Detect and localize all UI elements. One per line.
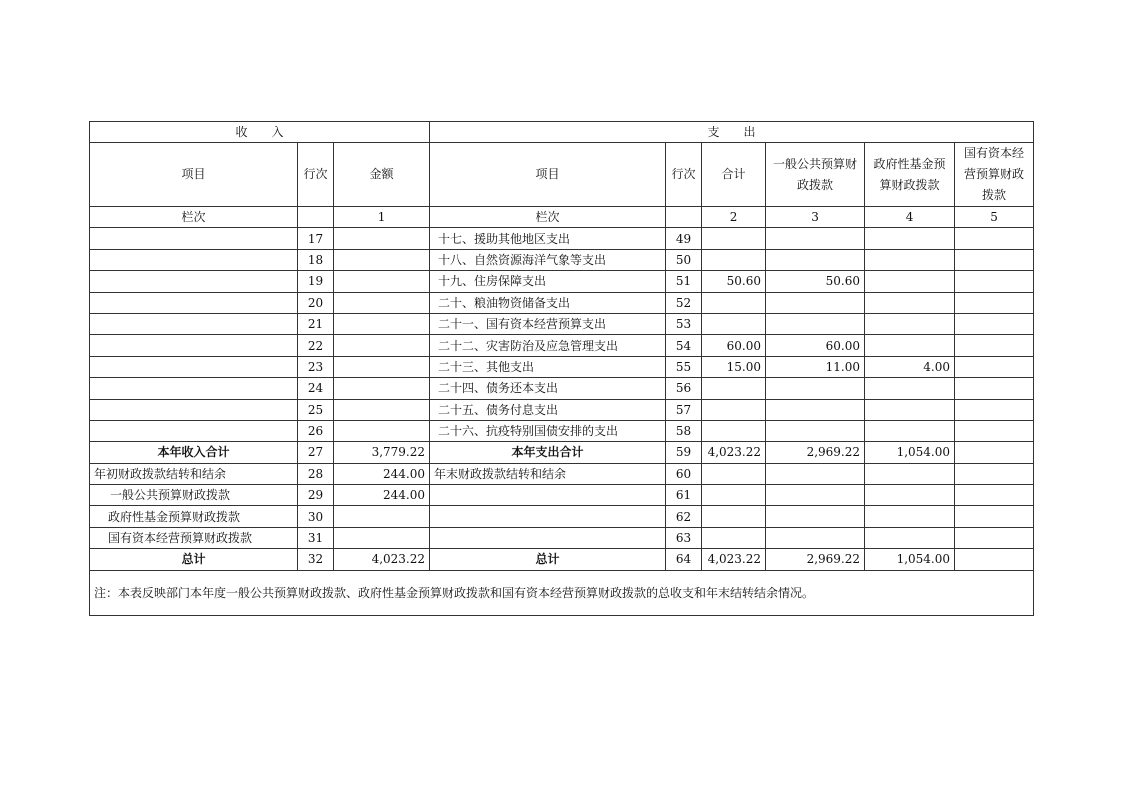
expense-section-header: 支 出 [430,122,1034,143]
income-row-no-header: 行次 [298,143,334,207]
gov-fund-amount: 1,054.00 [865,442,955,463]
income-amount [334,356,430,377]
expense-row-no: 61 [666,485,702,506]
state-capital-amount [955,549,1034,570]
table-note: 注：本表反映部门本年度一般公共预算财政拨款、政府性基金预算财政拨款和国有资本经营预算财政拨款的总收支和年末结转结余情况。 [90,570,1034,615]
table-row [90,527,1034,548]
general-budget-amount [766,527,865,548]
expense-item: 二十六、抗疫特别国债安排的支出 [430,420,666,441]
expense-item: 年末财政拨款结转和结余 [430,463,666,484]
expense-total [702,292,766,313]
state-capital-amount [955,463,1034,484]
table-row [90,506,1034,527]
expense-row-no: 63 [666,527,702,548]
income-row-no: 17 [298,228,334,249]
table-row [90,399,1034,420]
expense-total [702,506,766,527]
expense-item: 十七、援助其他地区支出 [430,228,666,249]
income-item [90,420,298,441]
income-col-label: 栏次 [90,207,298,228]
expense-total: 4,023.22 [702,549,766,570]
income-row-no: 22 [298,335,334,356]
expense-row-no: 64 [666,549,702,570]
expense-item [430,527,666,548]
income-amount [334,335,430,356]
state-capital-amount [955,399,1034,420]
expense-row-no: 54 [666,335,702,356]
income-item [90,249,298,270]
income-amount-header: 金额 [334,143,430,207]
gov-fund-amount [865,313,955,334]
note-row [90,570,1034,615]
income-row-no: 18 [298,249,334,270]
income-item [90,271,298,292]
general-budget-amount: 2,969.22 [766,549,865,570]
income-item [90,378,298,399]
income-amount [334,228,430,249]
general-budget-amount [766,249,865,270]
general-budget-amount [766,228,865,249]
general-budget-header: 一般公共预算财政拨款 [766,143,865,207]
income-row-no: 31 [298,527,334,548]
state-capital-amount [955,271,1034,292]
expense-item: 十八、自然资源海洋气象等支出 [430,249,666,270]
expense-item: 二十一、国有资本经营预算支出 [430,313,666,334]
income-row-no: 20 [298,292,334,313]
expense-row-no: 51 [666,271,702,292]
gov-fund-amount [865,399,955,420]
income-row-no: 32 [298,549,334,570]
income-item-header: 项目 [90,143,298,207]
expense-item [430,485,666,506]
state-capital-amount [955,378,1034,399]
income-col-rowno-blank [298,207,334,228]
general-budget-amount [766,399,865,420]
table-row [90,292,1034,313]
income-row-no: 21 [298,313,334,334]
expense-total-header: 合计 [702,143,766,207]
expense-row-no: 62 [666,506,702,527]
general-budget-amount: 50.60 [766,271,865,292]
table-row [90,335,1034,356]
gov-fund-amount [865,527,955,548]
income-amount [334,378,430,399]
income-amount [334,249,430,270]
expense-row-no: 55 [666,356,702,377]
state-capital-amount [955,313,1034,334]
table-row [90,463,1034,484]
income-item [90,356,298,377]
table-row [90,485,1034,506]
expense-item: 本年支出合计 [430,442,666,463]
expense-row-no: 56 [666,378,702,399]
income-row-no: 25 [298,399,334,420]
expense-total [702,463,766,484]
income-section-header: 收 入 [90,122,430,143]
general-budget-amount [766,378,865,399]
table-row [90,549,1034,570]
column-index-row [90,207,1034,228]
gov-fund-amount [865,506,955,527]
state-capital-amount [955,249,1034,270]
expense-total [702,399,766,420]
state-capital-amount [955,420,1034,441]
gov-fund-amount: 1,054.00 [865,549,955,570]
income-amount [334,506,430,527]
general-budget-amount: 11.00 [766,356,865,377]
table-row [90,356,1034,377]
state-capital-amount [955,506,1034,527]
expense-item [430,506,666,527]
state-capital-amount [955,292,1034,313]
table-row [90,249,1034,270]
gov-fund-amount: 4.00 [865,356,955,377]
gov-fund-amount [865,463,955,484]
gov-fund-amount [865,335,955,356]
expense-row-no: 52 [666,292,702,313]
general-budget-amount: 60.00 [766,335,865,356]
income-row-no: 27 [298,442,334,463]
income-amount: 244.00 [334,463,430,484]
col-index-5: 5 [955,207,1034,228]
table-row [90,378,1034,399]
general-budget-amount: 2,969.22 [766,442,865,463]
expense-row-no: 60 [666,463,702,484]
expense-item: 二十、粮油物资储备支出 [430,292,666,313]
income-row-no: 26 [298,420,334,441]
income-item: 本年收入合计 [90,442,298,463]
general-budget-amount [766,420,865,441]
expense-item: 二十三、其他支出 [430,356,666,377]
expense-total [702,527,766,548]
income-item [90,313,298,334]
gov-fund-amount [865,249,955,270]
gov-fund-amount [865,420,955,441]
table-row [90,271,1034,292]
expense-col-label: 栏次 [430,207,666,228]
expense-total: 15.00 [702,356,766,377]
state-capital-header: 国有资本经营预算财政拨款 [955,143,1034,207]
income-amount [334,527,430,548]
income-amount [334,292,430,313]
expense-row-no: 58 [666,420,702,441]
expense-item: 二十四、债务还本支出 [430,378,666,399]
general-budget-amount [766,313,865,334]
col-index-2: 2 [702,207,766,228]
income-row-no: 28 [298,463,334,484]
expense-item: 二十二、灾害防治及应急管理支出 [430,335,666,356]
gov-fund-amount [865,485,955,506]
col-index-3: 3 [766,207,865,228]
expense-total [702,485,766,506]
gov-fund-amount [865,271,955,292]
expense-total: 60.00 [702,335,766,356]
gov-fund-amount [865,292,955,313]
header-row-sections [90,122,1034,143]
expense-item: 十九、住房保障支出 [430,271,666,292]
table-row [90,442,1034,463]
income-item [90,335,298,356]
income-row-no: 29 [298,485,334,506]
expense-row-no: 53 [666,313,702,334]
income-item: 一般公共预算财政拨款 [90,485,298,506]
general-budget-amount [766,463,865,484]
state-capital-amount [955,485,1034,506]
income-item [90,292,298,313]
expense-row-no: 57 [666,399,702,420]
income-amount: 4,023.22 [334,549,430,570]
income-item: 年初财政拨款结转和结余 [90,463,298,484]
income-item [90,228,298,249]
income-item [90,399,298,420]
income-row-no: 19 [298,271,334,292]
col-index-4: 4 [865,207,955,228]
gov-fund-amount [865,378,955,399]
expense-total [702,420,766,441]
income-amount: 244.00 [334,485,430,506]
table-row [90,420,1034,441]
state-capital-amount [955,228,1034,249]
income-item: 国有资本经营预算财政拨款 [90,527,298,548]
state-capital-amount [955,356,1034,377]
general-budget-amount [766,292,865,313]
expense-total: 4,023.22 [702,442,766,463]
income-amount [334,399,430,420]
state-capital-amount [955,442,1034,463]
general-budget-amount [766,506,865,527]
expense-item: 总计 [430,549,666,570]
state-capital-amount [955,527,1034,548]
expense-total [702,313,766,334]
income-amount: 3,779.22 [334,442,430,463]
expense-total [702,378,766,399]
expense-total [702,228,766,249]
income-row-no: 30 [298,506,334,527]
income-row-no: 23 [298,356,334,377]
general-budget-amount [766,485,865,506]
expense-total [702,249,766,270]
expense-row-no: 50 [666,249,702,270]
expense-item-header: 项目 [430,143,666,207]
financial-allocation-table [89,121,1034,616]
table-body [90,228,1034,570]
gov-fund-header: 政府性基金预算财政拨款 [865,143,955,207]
income-amount [334,420,430,441]
income-row-no: 24 [298,378,334,399]
expense-col-rowno-blank [666,207,702,228]
state-capital-amount [955,335,1034,356]
income-amount [334,313,430,334]
income-item: 总计 [90,549,298,570]
income-item: 政府性基金预算财政拨款 [90,506,298,527]
header-row-columns [90,143,1034,207]
table-row [90,313,1034,334]
table-row [90,228,1034,249]
gov-fund-amount [865,228,955,249]
expense-row-no-header: 行次 [666,143,702,207]
expense-row-no: 49 [666,228,702,249]
expense-item: 二十五、债务付息支出 [430,399,666,420]
expense-row-no: 59 [666,442,702,463]
expense-total: 50.60 [702,271,766,292]
col-index-1: 1 [334,207,430,228]
income-amount [334,271,430,292]
